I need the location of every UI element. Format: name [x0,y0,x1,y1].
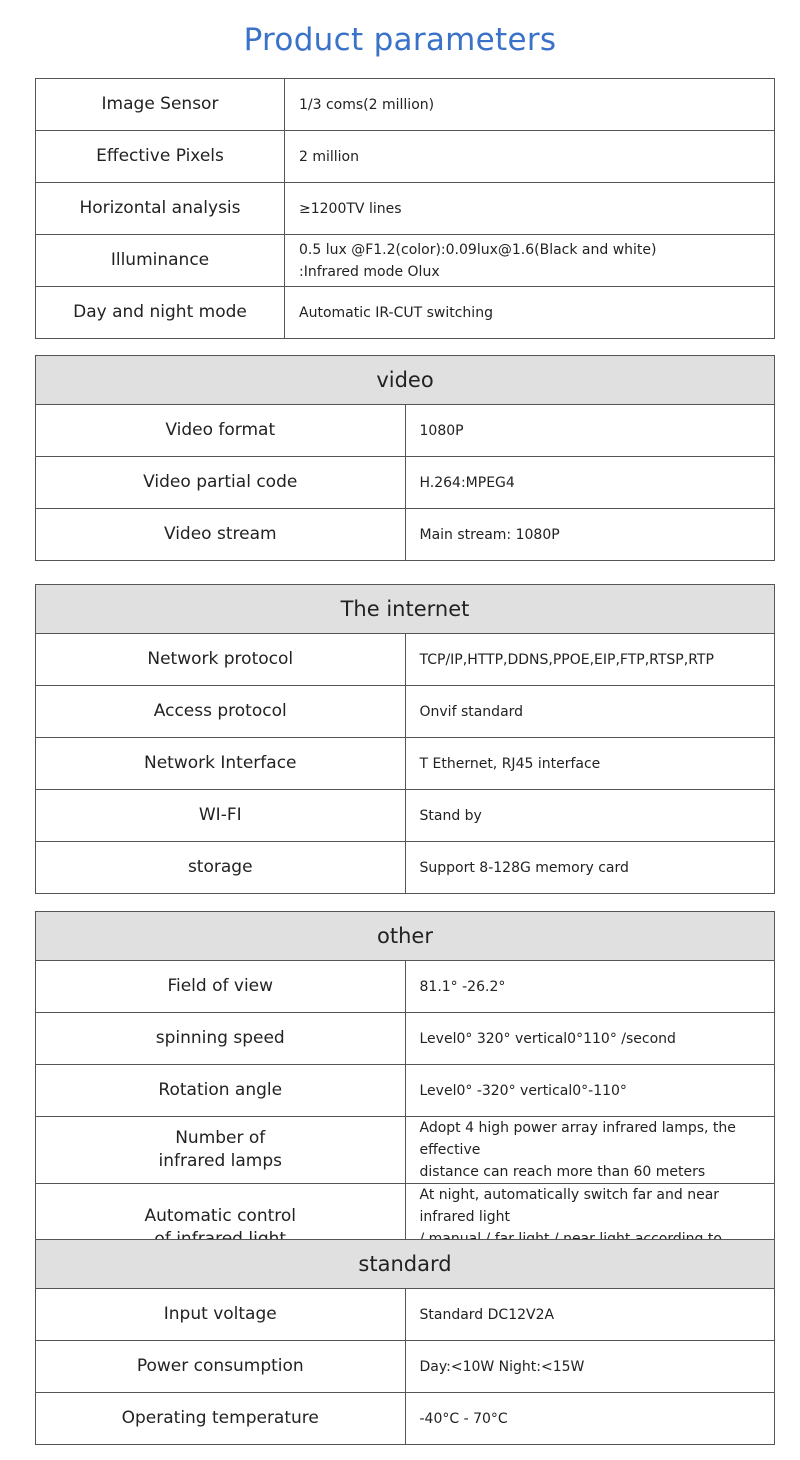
table-row [36,1393,775,1445]
row-label: Horizontal analysis [36,183,285,235]
row-label: Network protocol [36,634,406,686]
table-row [36,738,775,790]
table-row [36,686,775,738]
page-title: Product parameters [243,22,557,58]
row-value: Standard DC12V2A [405,1289,775,1341]
row-value: Day:<10W Night:<15W [405,1341,775,1393]
spec-table-internet [35,584,775,894]
row-value: TCP/IP,HTTP,DDNS,PPOE,EIP,FTP,RTSP,RTP [405,634,775,686]
section-header-row [36,1240,775,1289]
table-row [36,79,775,131]
section-header-row [36,912,775,961]
row-label: Video stream [36,509,406,561]
section-heading: other [36,912,775,961]
spec-table-other [35,911,775,1273]
row-label: Effective Pixels [36,131,285,183]
table-row [36,235,775,287]
row-value: Level0° -320° vertical0°-110° [405,1065,775,1117]
row-label: spinning speed [36,1013,406,1065]
row-label: WI-FI [36,790,406,842]
row-label: Rotation angle [36,1065,406,1117]
row-value: Onvif standard [405,686,775,738]
row-label: Automatic control [36,1184,406,1273]
table-row [36,1341,775,1393]
row-label: Day and night mode [36,287,285,339]
table-row [36,634,775,686]
table-row [36,1065,775,1117]
section-heading: The internet [36,585,775,634]
row-label: Field of view [36,961,406,1013]
row-label: Operating temperature [36,1393,406,1445]
row-value: T Ethernet, RJ45 interface [405,738,775,790]
row-label: Input voltage [36,1289,406,1341]
table-row [36,131,775,183]
section-header-row [36,356,775,405]
row-label: Number of infrared lamps [36,1117,406,1184]
row-value: Stand by [405,790,775,842]
row-value: 0.5 lux @F1.2(color):0.09lux@1.6(Black and white) :Infrared mode Olux [285,235,775,287]
table-row [36,961,775,1013]
row-value: Adopt 4 high power array infrared lamps, the effective distance can reach more than 60 meters [405,1117,775,1184]
row-value: Level0° 320° vertical0°110° /second [405,1013,775,1065]
table-row [36,457,775,509]
table-row [36,1013,775,1065]
row-value: H.264:MPEG4 [405,457,775,509]
row-label: storage [36,842,406,894]
section-heading: video [36,356,775,405]
section-heading: standard [36,1240,775,1289]
table-row [36,405,775,457]
row-label: Video partial code [36,457,406,509]
row-label: Video format [36,405,406,457]
table-row [36,1117,775,1184]
table-row [36,1289,775,1341]
row-label: Illuminance [36,235,285,287]
table-row [36,842,775,894]
row-value: 81.1° -26.2° [405,961,775,1013]
row-label: Network Interface [36,738,406,790]
spec-table-standard [35,1239,775,1445]
spec-table-video [35,355,775,561]
row-value: 2 million [285,131,775,183]
row-value: At night, automatically switch far and near infrared light [405,1184,775,1273]
table-row [36,183,775,235]
row-value: -40°C - 70°C [405,1393,775,1445]
row-value: Main stream: 1080P [405,509,775,561]
row-label: Power consumption [36,1341,406,1393]
table-row [36,287,775,339]
table-row [36,790,775,842]
row-label: Access protocol [36,686,406,738]
spec-table-sensor [35,78,775,339]
table-row [36,509,775,561]
row-label: Image Sensor [36,79,285,131]
row-value: ≥1200TV lines [285,183,775,235]
row-value: Support 8-128G memory card [405,842,775,894]
row-value: Automatic IR-CUT switching [285,287,775,339]
row-value: 1/3 coms(2 million) [285,79,775,131]
row-value: 1080P [405,405,775,457]
section-header-row [36,585,775,634]
